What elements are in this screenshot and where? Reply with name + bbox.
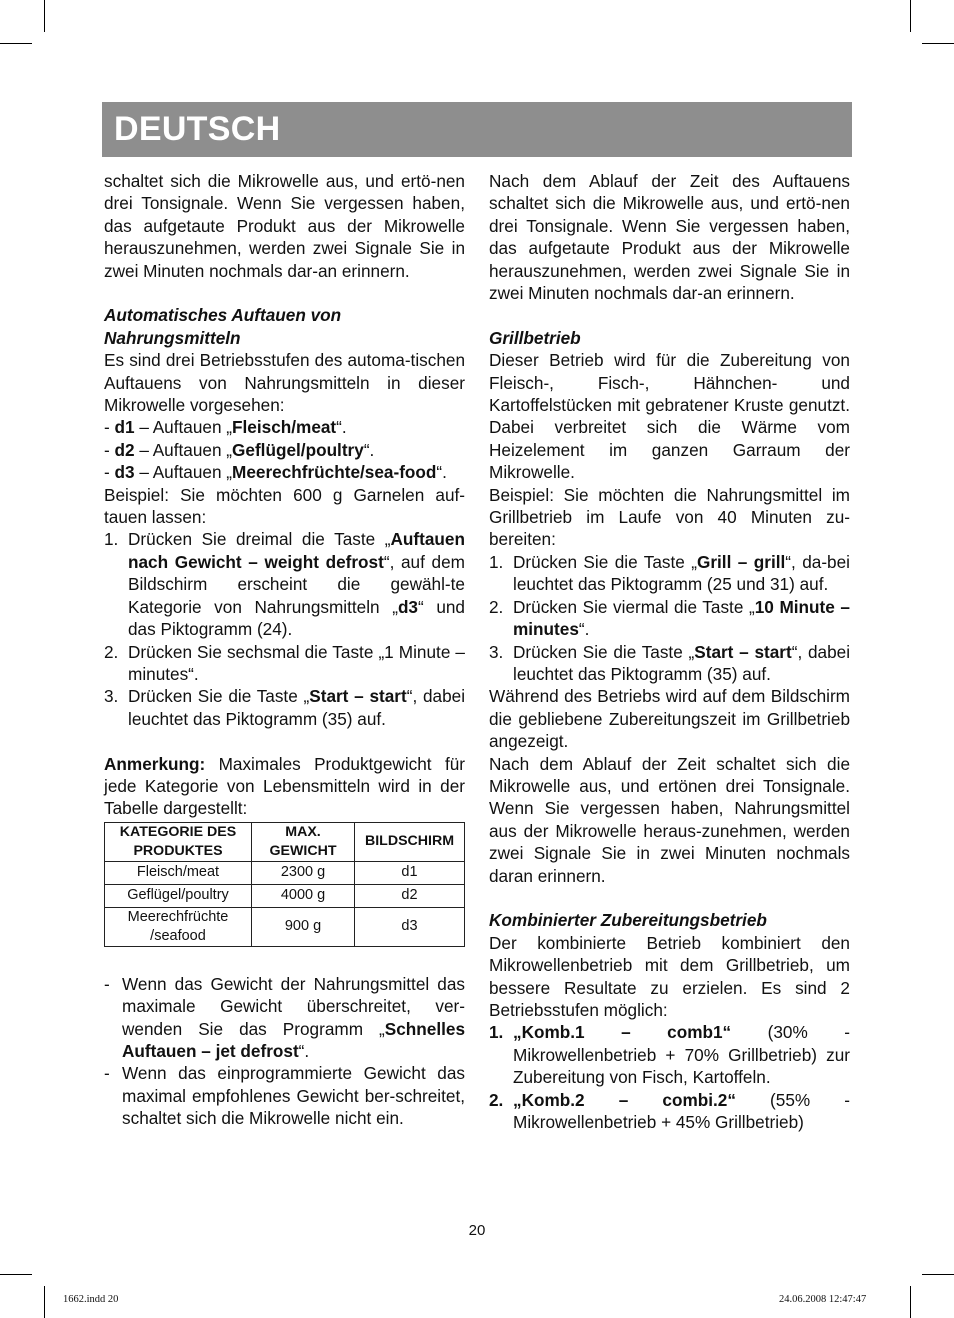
steps-list	[489, 551, 850, 685]
page-number: 20	[468, 1222, 486, 1239]
mode-line: - d2 – Auftauen „Geflügel/poultry“.	[104, 439, 375, 460]
table-cell: Fleisch/meat	[105, 861, 252, 884]
paragraph: Nach dem Ablauf der Zeit des Auftauens schaltet sich die Mikrowelle aus, und ertö-nen drei Tonsignale. Wenn Sie vergessen haben, das aufgetaute Produkt aus der Mikrowelle herauszunehmen, werden zwei Signale Sie in zwei Minuten nochmals dar-an erinnern.	[489, 171, 850, 304]
table-cell: Meerechfrüchte /seafood	[105, 907, 252, 946]
paragraph: Dieser Betrieb wird für die Zubereitung von Fleisch-, Fisch-, Hähnchen- und Kartoffelstücken mit gebratener Kruste genutzt. Dabei verbreitet sich die Wärme vom Heizelement im ganzen Garraum der Mikrowelle.	[489, 350, 850, 483]
table-cell: d2	[355, 884, 465, 907]
section-header-banner	[102, 102, 852, 157]
table-header: KATEGORIE DES PRODUKTES	[105, 822, 252, 861]
table-cell: d3	[355, 907, 465, 946]
print-slug-timestamp: 24.06.2008 12:47:47	[779, 1294, 867, 1305]
paragraph: Beispiel: Sie möchten 600 g Garnelen auf-tauen lassen:	[104, 484, 465, 528]
paragraph: Der kombinierte Betrieb kombiniert den Mikrowellenbetrieb mit dem Grillbetrieb, um bessere Resultate zu erzielen. Es sind 2 Betriebsstufen möglich:	[489, 932, 850, 1020]
note: Anmerkung: Maximales Produktgewicht für jede Kategorie von Lebensmitteln wird in der Tabelle dargestellt:	[104, 753, 465, 819]
table-header-row	[105, 822, 465, 861]
crop-mark	[922, 43, 954, 44]
table-cell: d1	[355, 861, 465, 884]
section-heading: Grillbetrieb	[489, 327, 581, 348]
print-slug-file: 1662.indd 20	[63, 1294, 119, 1305]
list-item: 3. Drücken Sie die Taste „Start – start“, dabei leuchtet das Piktogramm (35) auf.	[104, 686, 466, 729]
right-column	[489, 170, 850, 1133]
paragraph: Beispiel: Sie möchten die Nahrungsmittel im Grillbetrieb im Laufe von 40 Minuten zu-bereiten:	[489, 484, 850, 550]
table-row	[105, 861, 465, 884]
paragraph: Es sind drei Betriebsstufen des automa-tischen Auftauens von Nahrungsmitteln in dieser Mikrowelle vorgesehen:	[104, 350, 465, 416]
section-heading: Automatisches Auftauen von Nahrungsmitteln	[104, 305, 342, 348]
weight-table	[104, 822, 465, 947]
list-item: 2. Drücken Sie sechsmal die Taste „1 Minute – minutes“.	[104, 641, 465, 684]
list-item: 1. Drücken Sie dreimal die Taste „Auftauen nach Gewicht – weight defrost“, auf dem Bildschirm erscheint die gewähl-te Kategorie von Nahrungsmitteln „d3“ und das Piktogramm (24).	[104, 529, 465, 640]
mode-line: - d1 – Auftauen „Fleisch/meat“.	[104, 417, 347, 438]
crop-mark	[0, 43, 32, 44]
table-row	[105, 907, 465, 946]
table-header: BILDSCHIRM	[355, 822, 465, 861]
paragraph: schaltet sich die Mikrowelle aus, und ertö-nen drei Tonsignale. Wenn Sie vergessen haben, das aufgetaute Produkt aus der Mikrowelle herauszunehmen, werden zwei Signale Sie in zwei Minuten nochmals dar-an erinnern.	[104, 171, 465, 281]
crop-mark	[922, 1274, 954, 1275]
section-heading: Kombinierter Zubereitungsbetrieb	[489, 910, 767, 931]
list-item: 1. „Komb.1 – comb1“ (30% - Mikrowellenbetrieb + 70% Grillbetrieb) zur Zubereitung von Fisch, Kartoffeln.	[489, 1022, 850, 1088]
crop-mark	[910, 0, 911, 32]
left-column	[104, 170, 465, 1130]
section-title: DEUTSCH	[114, 110, 281, 148]
paragraph: Nach dem Ablauf der Zeit schaltet sich die Mikrowelle aus, und ertönen drei Tonsignale. Wenn Sie vergessen haben, Nahrungsmittel aus der Mikrowelle heraus-zunehmen, werden zwei Signale Sie in zwei Minuten nochmals daran erinnern.	[489, 753, 850, 886]
crop-mark	[44, 1286, 45, 1318]
paragraph: Während des Betriebs wird auf dem Bildschirm die gebliebene Zubereitungszeit im Grillbetrieb angezeigt.	[489, 686, 850, 752]
crop-mark	[44, 0, 45, 32]
list-item: 2. Drücken Sie viermal die Taste „10 Minute – minutes“.	[489, 596, 850, 640]
notes-list	[104, 973, 465, 1130]
steps-list	[104, 528, 465, 730]
crop-mark	[0, 1274, 32, 1275]
list-item: 2. „Komb.2 – combi.2“ (55% - Mikrowellenbetrieb + 45% Grillbetrieb)	[489, 1089, 850, 1133]
list-item: 1. Drücken Sie die Taste „Grill – grill“, da-bei leuchtet das Piktogramm (25 und 31) auf.	[489, 551, 850, 595]
crop-mark	[910, 1286, 911, 1318]
table-cell: 4000 g	[252, 884, 355, 907]
list-item: 3. Drücken Sie die Taste „Start – start“, dabei leuchtet das Piktogramm (35) auf.	[489, 641, 851, 684]
list-item: - Wenn das Gewicht der Nahrungsmittel das maximale Gewicht überschreitet, ver-wenden Sie das Programm „Schnelles Auftauen – jet defrost“.	[104, 973, 465, 1061]
table-cell: 900 g	[252, 907, 355, 946]
table-cell: 2300 g	[252, 861, 355, 884]
list-item: - Wenn das einprogrammierte Gewicht das maximal empfohlenes Gewicht ber-schreitet, schaltet sich die Mikrowelle nicht ein.	[104, 1063, 465, 1129]
table-row	[105, 884, 465, 907]
mode-line: - d3 – Auftauen „Meerechfrüchte/sea-food“.	[104, 462, 447, 483]
table-cell: Geflügel/poultry	[105, 884, 252, 907]
table-header: MAX. GEWICHT	[252, 822, 355, 861]
combi-list	[489, 1021, 850, 1133]
